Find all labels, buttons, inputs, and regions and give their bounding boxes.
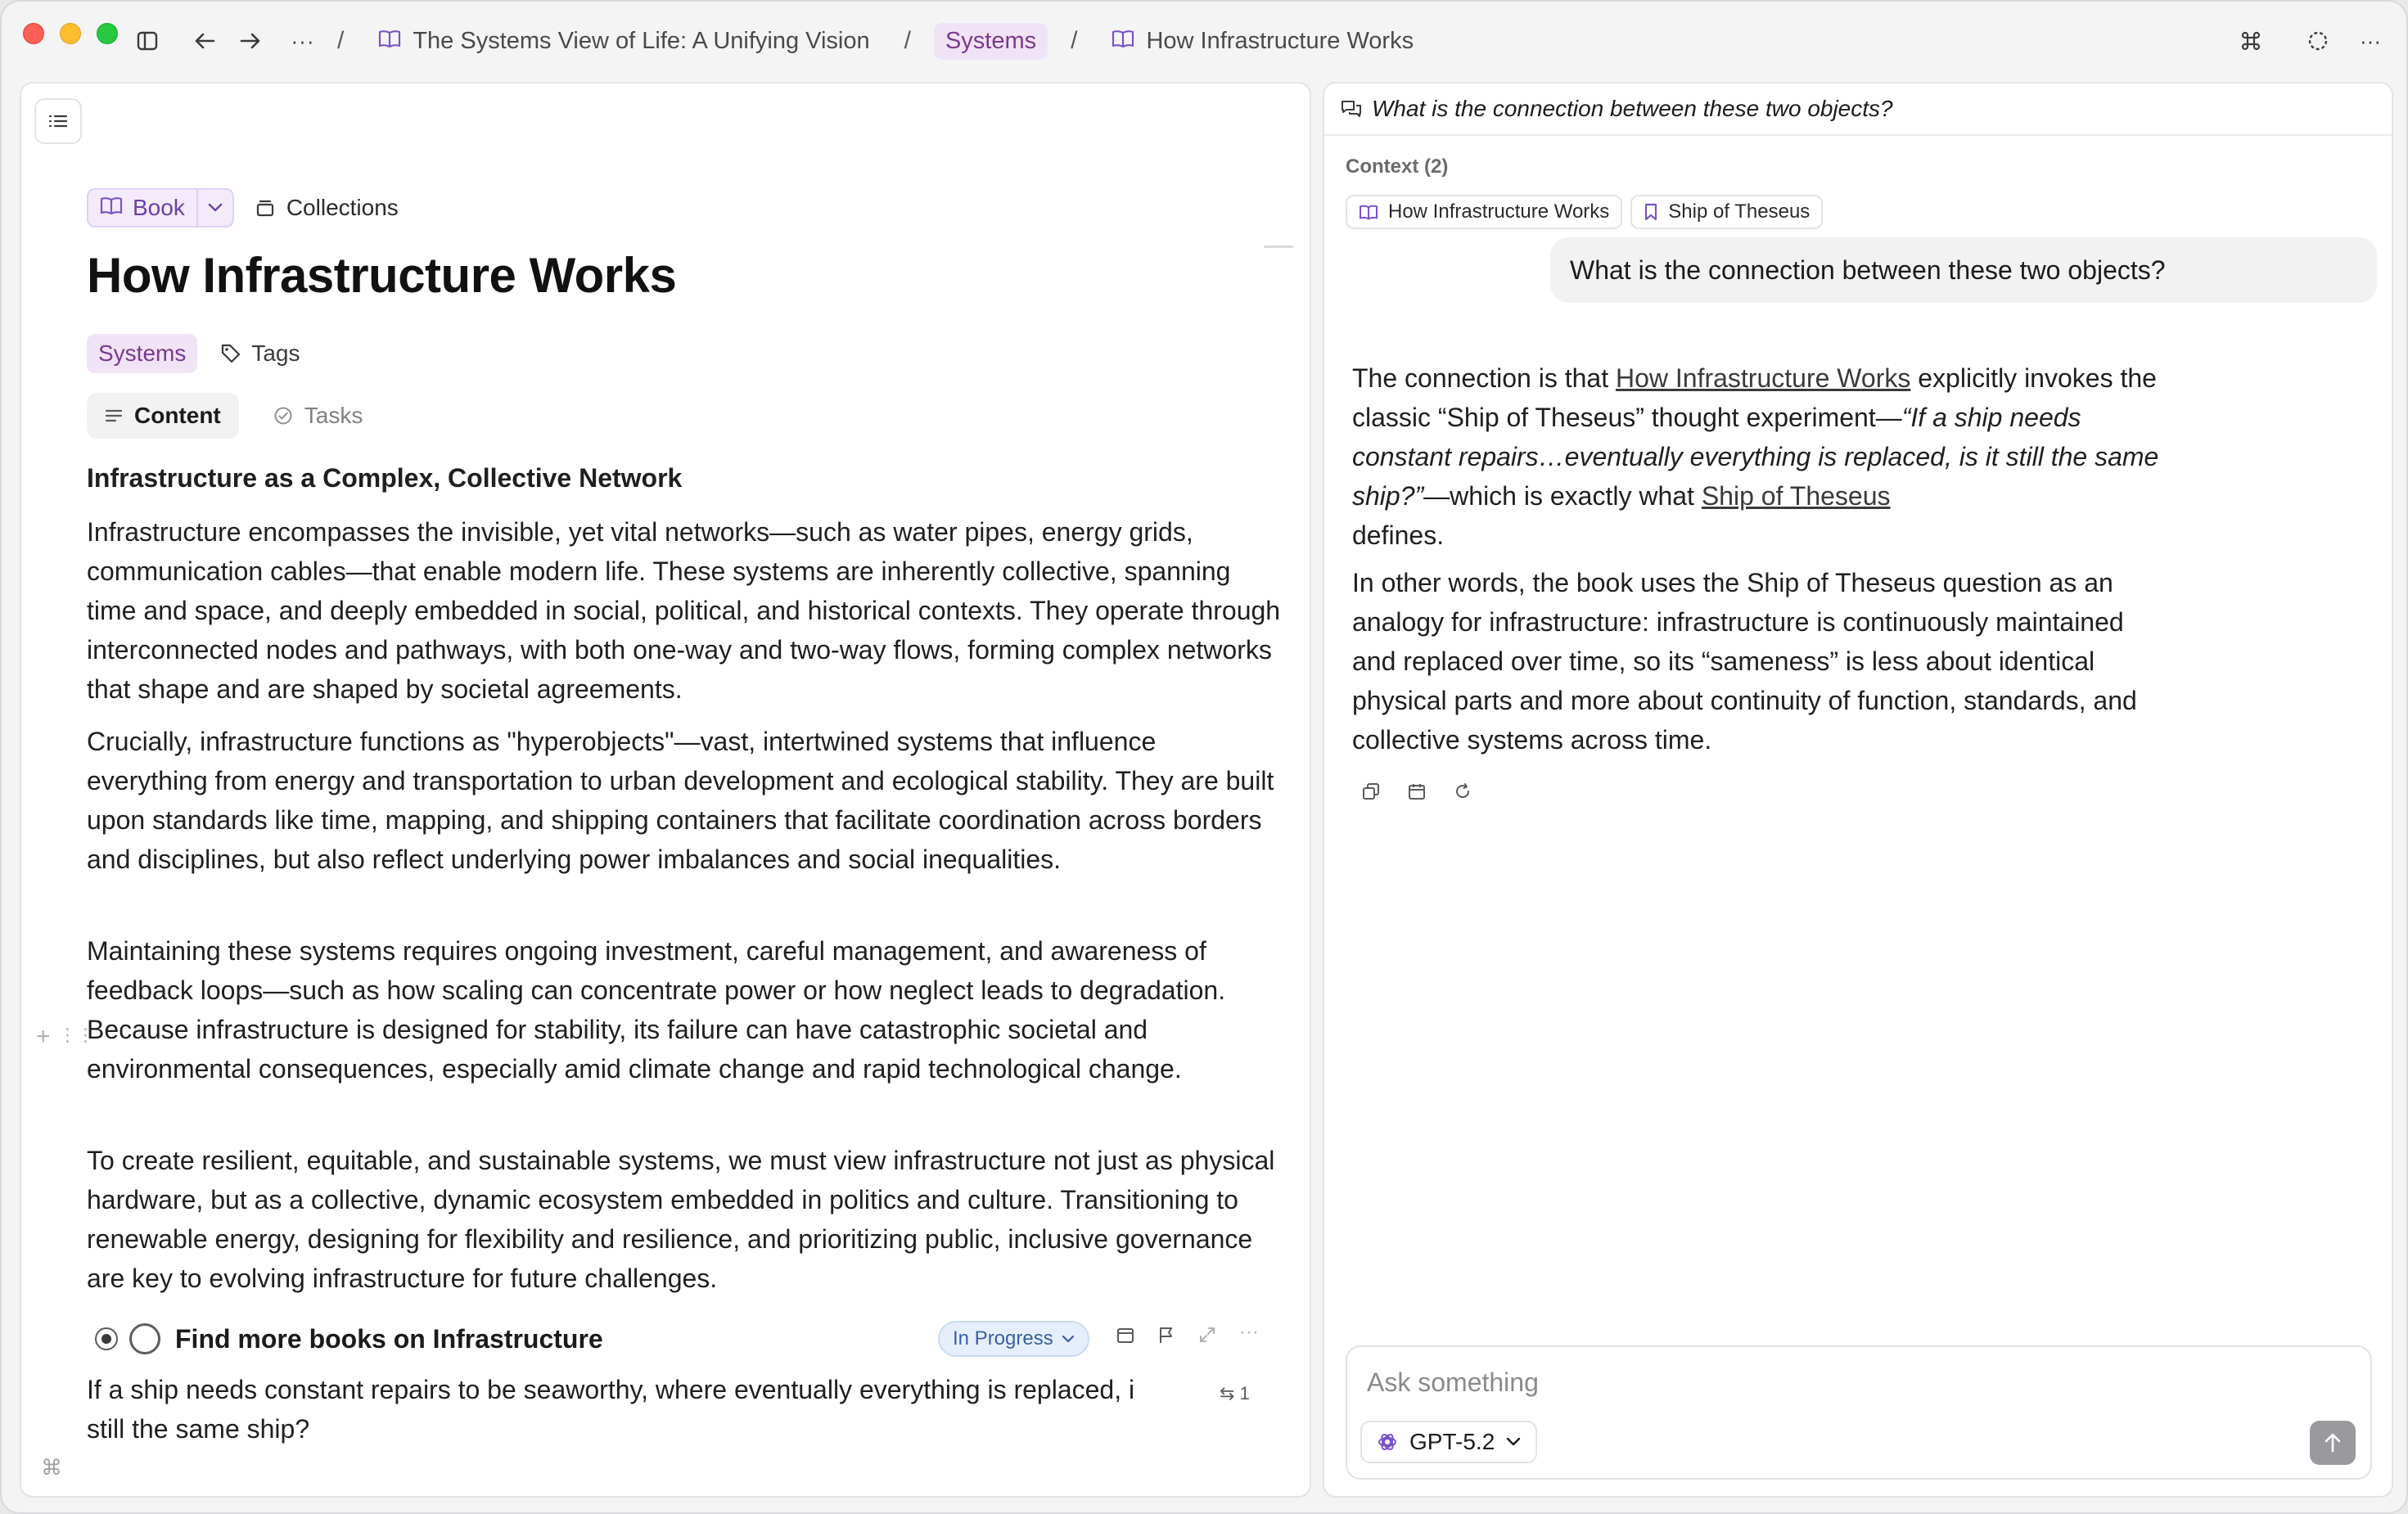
- collections-button[interactable]: [255, 195, 399, 221]
- tag-row: [87, 334, 300, 373]
- breadcrumb-separator: /: [1071, 27, 1078, 54]
- back-arrow-icon[interactable]: [190, 26, 219, 56]
- chat-composer: [1346, 1345, 2372, 1480]
- task-more-icon[interactable]: ···: [1239, 1321, 1259, 1343]
- paragraph: Crucially, infrastructure functions as "hyperobjects"—vast, intertwined systems that influence everything from energy and transportation to urban development and ecological stability. They are built upon standards like time, mapping, and shipping containers that facilitate coordination across borders and disciplines, but also reflect underlying power imbalances and social inequalities.: [87, 727, 1274, 874]
- quote-block[interactable]: [87, 1370, 1216, 1449]
- title-bar: [2, 2, 2406, 80]
- user-message: What is the connection between these two objects?: [1550, 237, 2377, 303]
- answer-paragraph: In other words, the book uses the Ship of Theseus question as an analogy for infrastructure: infrastructure is continuously maintained and replaced over time, so its “sameness” is less about identical physical parts and more about continuity of function, standards, and collective systems across time.: [1352, 568, 2137, 755]
- minimize-window-button[interactable]: [60, 23, 81, 44]
- object-type-row: [87, 188, 399, 228]
- zoom-window-button[interactable]: [97, 23, 118, 44]
- paragraph: To create resilient, equitable, and sustainable systems, we must view infrastructure not just as physical hardware, but as a collective, dynamic ecosystem embedded in politics and culture. Transitioning to renewable energy, designing for flexibility and resilience, and prioritizing public, inclusive governance are key to evolving infrastructure for future challenges.: [87, 1146, 1275, 1293]
- answer-text: —which is exactly what: [1423, 481, 1702, 511]
- text-lines-icon: [105, 408, 123, 423]
- breadcrumb-label: Systems: [945, 27, 1037, 54]
- window-controls: [23, 23, 118, 44]
- object-type-label: Book: [133, 195, 185, 220]
- more-history-icon[interactable]: ···: [291, 28, 315, 53]
- answer-quote: “If a ship needs constant repairs…eventually everything is replaced, is it still the same ship?”: [1352, 403, 2159, 511]
- answer-text: defines.: [1352, 520, 1445, 550]
- model-selector[interactable]: [1360, 1421, 1537, 1463]
- task-complete-checkbox[interactable]: [129, 1323, 160, 1354]
- chevron-down-icon: [1062, 1335, 1075, 1343]
- tag-pill[interactable]: Systems: [87, 334, 197, 373]
- object-type-dropdown[interactable]: [196, 190, 232, 226]
- send-button[interactable]: [2310, 1421, 2356, 1465]
- breadcrumb-label: The Systems View of Life: A Unifying Vision: [413, 27, 870, 54]
- book-icon: [1359, 204, 1378, 220]
- collection-icon: [255, 198, 275, 218]
- assistant-panel: [1323, 82, 2393, 1498]
- breadcrumb-label: How Infrastructure Works: [1146, 27, 1414, 54]
- paragraph: Infrastructure encompasses the invisible, yet vital networks—such as water pipes, energy grids, communication cables—that enable modern life. These systems are inherently collective, spanning time and space, and deeply embedded in social, political, and historical contexts. They operate through interconnected nodes and pathways, with both one-way and two-way flows, forming complex networks that shape and are shaped by societal agreements.: [87, 517, 1281, 704]
- answer-actions: [1362, 782, 1472, 804]
- copy-icon[interactable]: [1362, 782, 1380, 804]
- context-chip-label: How Infrastructure Works: [1388, 201, 1610, 223]
- breadcrumb-separator: /: [904, 27, 911, 54]
- collections-label: Collections: [286, 195, 399, 220]
- context-chip-book[interactable]: [1346, 195, 1622, 229]
- object-type-chip[interactable]: [87, 188, 234, 228]
- task-select-radio[interactable]: [95, 1327, 118, 1350]
- tab-label: Content: [134, 403, 221, 428]
- chevron-down-icon: [1506, 1437, 1521, 1447]
- flag-icon[interactable]: [1157, 1326, 1175, 1348]
- sidebar-toggle-icon[interactable]: [134, 26, 160, 56]
- answer-paragraph: [1352, 358, 2171, 555]
- quote-text-line: If a ship needs constant repairs to be seaworthy, where eventually everything is replaced, i: [87, 1375, 1135, 1404]
- drag-handle-icon[interactable]: ⋮⋮: [58, 1025, 95, 1045]
- expand-icon[interactable]: [1198, 1326, 1216, 1348]
- backlink-count-label: 1: [1239, 1383, 1250, 1404]
- book-icon: [378, 28, 401, 55]
- breadcrumb-item-tag[interactable]: [934, 23, 1048, 60]
- chevron-down-icon: [208, 203, 223, 213]
- paragraph: Maintaining these systems requires ongoing investment, careful management, and awareness of feedback loops—such as how scaling can concentrate power or how neglect leads to degradation. Because infrastructure is designed for stability, its failure can have catastrophic societal and environmental consequences, especially amid climate change and rapid technological change.: [87, 936, 1226, 1084]
- tags-button[interactable]: [220, 340, 300, 367]
- forward-arrow-icon[interactable]: [236, 26, 265, 56]
- chat-header: [1324, 83, 2392, 136]
- document-panel: [20, 82, 1311, 1498]
- assistant-answer: [1352, 358, 2171, 768]
- backlink-count[interactable]: [1220, 1383, 1250, 1404]
- sync-icon[interactable]: [2303, 26, 2333, 56]
- context-chip-label: Ship of Theseus: [1668, 201, 1811, 223]
- chat-title: What is the connection between these two objects?: [1372, 96, 1893, 121]
- breadcrumb-item-book[interactable]: [367, 23, 881, 60]
- book-icon: [1112, 28, 1134, 55]
- breadcrumb-separator: /: [337, 27, 345, 54]
- bookmark-icon: [1644, 203, 1658, 221]
- book-icon: [100, 195, 123, 221]
- page-title[interactable]: How Infrastructure Works: [87, 248, 677, 303]
- regenerate-icon[interactable]: [1454, 782, 1472, 804]
- tag-icon: [220, 343, 241, 364]
- task-label[interactable]: Find more books on Infrastructure: [175, 1323, 603, 1354]
- openai-logo-icon: [1377, 1431, 1398, 1453]
- outline-toggle-button[interactable]: [34, 98, 82, 144]
- context-label: Context (2): [1346, 155, 1449, 178]
- collapse-handle[interactable]: [1264, 246, 1293, 248]
- context-chip-concept[interactable]: [1630, 195, 1823, 229]
- tab-tasks[interactable]: [255, 393, 381, 439]
- breadcrumb-item-current[interactable]: [1100, 23, 1425, 60]
- model-label: GPT-5.2: [1409, 1429, 1495, 1454]
- task-item: [95, 1318, 1282, 1360]
- object-link[interactable]: How Infrastructure Works: [1615, 363, 1911, 393]
- status-label: In Progress: [953, 1327, 1053, 1350]
- answer-text: explicitly invokes the classic “Ship of Theseus” thought experiment—: [1352, 363, 2157, 432]
- list-icon: [48, 113, 68, 129]
- quote-text-line: still the same ship?: [87, 1414, 310, 1444]
- tab-content[interactable]: [87, 393, 239, 439]
- check-circle-icon: [273, 406, 293, 426]
- context-chips: [1346, 195, 1823, 229]
- section-heading: Infrastructure as a Complex, Collective Network: [87, 463, 683, 493]
- object-link[interactable]: Ship of Theseus: [1701, 481, 1891, 511]
- chat-bubbles-icon: [1341, 99, 1362, 119]
- breadcrumb: [329, 20, 1425, 62]
- arrow-up-icon: [2324, 1432, 2342, 1453]
- link-arrows-icon: ⇆: [1220, 1383, 1235, 1404]
- calendar-icon[interactable]: [1116, 1326, 1134, 1348]
- command-icon[interactable]: [2236, 26, 2266, 56]
- close-window-button[interactable]: [23, 23, 44, 44]
- add-block-icon[interactable]: +: [36, 1023, 51, 1050]
- content-tabs: [87, 393, 381, 439]
- chat-input[interactable]: [1367, 1362, 2267, 1403]
- more-options-icon[interactable]: ···: [2360, 28, 2381, 53]
- command-menu-icon[interactable]: ⌘: [41, 1455, 62, 1480]
- task-status-dropdown[interactable]: [938, 1321, 1089, 1357]
- answer-text: The connection is that: [1352, 363, 1616, 393]
- block-gutter: [36, 1023, 95, 1051]
- object-type-label-area[interactable]: [88, 190, 196, 226]
- tab-label: Tasks: [304, 403, 363, 428]
- tags-label: Tags: [251, 340, 300, 366]
- save-to-calendar-icon[interactable]: [1408, 782, 1426, 804]
